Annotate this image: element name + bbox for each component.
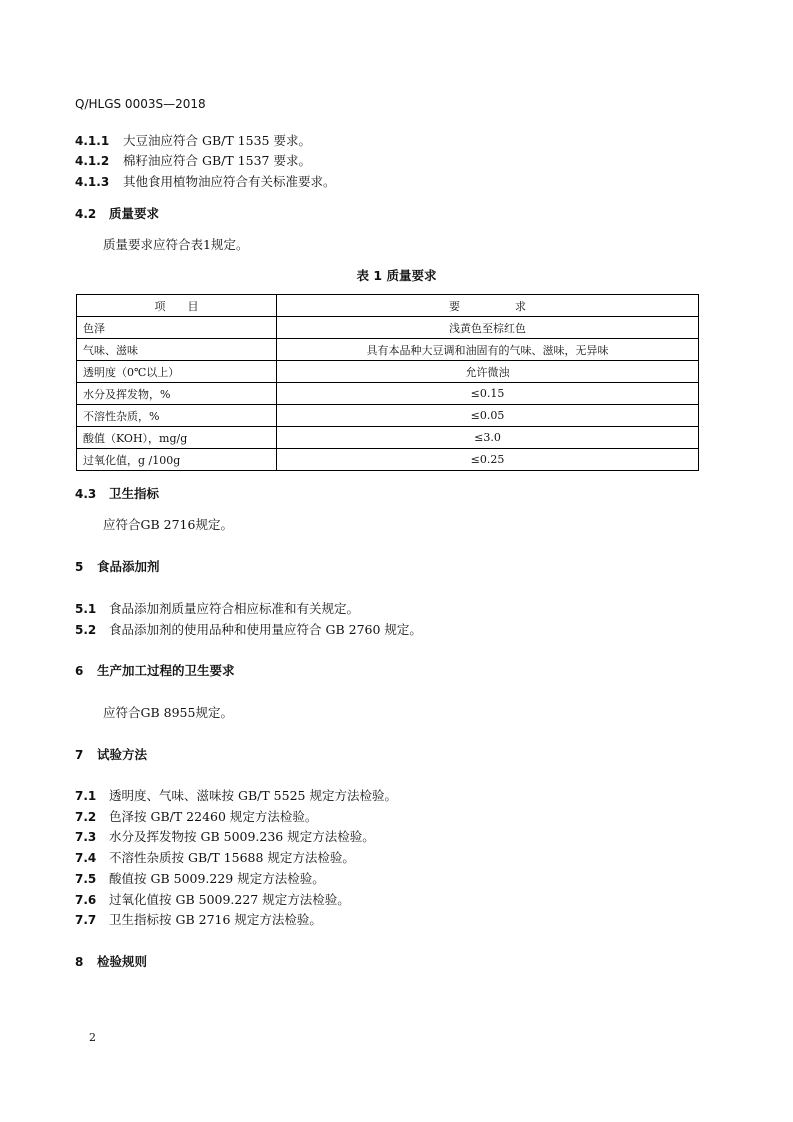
section-title: 试验方法 — [97, 747, 148, 762]
row-item: 色泽 — [77, 317, 277, 339]
section-7-heading — [75, 745, 147, 763]
table-row — [77, 339, 699, 361]
clause-text: 食品添加剂的使用品种和使用量应符合 GB 2760 规定。 — [109, 622, 422, 637]
clause-text: 大豆油应符合 GB/T 1535 要求。 — [123, 133, 311, 148]
row-item: 气味、滋味 — [77, 339, 277, 361]
clause-text: 其他食用植物油应符合有关标准要求。 — [123, 174, 336, 189]
column-header-requirement: 要 求 — [277, 295, 699, 317]
row-item: 水分及挥发物，% — [77, 383, 277, 405]
section-title: 生产加工过程的卫生要求 — [97, 663, 235, 678]
clause-number: 7.7 — [75, 913, 97, 927]
row-item: 过氧化值，g /100g — [77, 449, 277, 471]
clause-number: 7.3 — [75, 830, 97, 844]
clause-number: 7.6 — [75, 893, 97, 907]
section-4-2-heading — [75, 204, 159, 222]
row-requirement: ≤0.25 — [277, 449, 699, 471]
clause-number: 7.4 — [75, 851, 97, 865]
clause-number: 7.5 — [75, 872, 97, 886]
row-requirement: 允许微浊 — [277, 361, 699, 383]
document-code-header: Q/HLGS 0003S—2018 — [75, 97, 206, 111]
section-6-heading — [75, 661, 235, 679]
clause-7-2 — [75, 807, 317, 825]
section-6-body: 应符合GB 8955规定。 — [103, 705, 233, 720]
clause-4-1-2 — [75, 151, 311, 169]
column-header-item: 项 目 — [77, 295, 277, 317]
row-requirement: ≤3.0 — [277, 427, 699, 449]
clause-text: 水分及挥发物按 GB 5009.236 规定方法检验。 — [109, 829, 375, 844]
table-row — [77, 383, 699, 405]
section-5-heading — [75, 557, 160, 575]
table-row — [77, 427, 699, 449]
clause-7-3 — [75, 827, 375, 845]
clause-7-1 — [75, 786, 397, 804]
table-row — [77, 449, 699, 471]
section-title: 质量要求 — [109, 206, 160, 221]
table-row — [77, 405, 699, 427]
table-1-caption: 表 1 质量要求 — [356, 268, 437, 283]
section-number: 7 — [75, 748, 84, 762]
clause-4-1-1 — [75, 131, 311, 149]
table-header-row — [77, 295, 699, 317]
clause-text: 棉籽油应符合 GB/T 1537 要求。 — [123, 153, 311, 168]
clause-number: 4.1.1 — [75, 134, 110, 148]
section-title: 检验规则 — [97, 954, 148, 969]
section-number: 4.2 — [75, 207, 97, 221]
clause-text: 食品添加剂质量应符合相应标准和有关规定。 — [109, 601, 360, 616]
clause-5-2 — [75, 620, 422, 638]
clause-7-5 — [75, 869, 325, 887]
clause-number: 7.2 — [75, 810, 97, 824]
clause-text: 色泽按 GB/T 22460 规定方法检验。 — [109, 809, 318, 824]
row-requirement: 浅黄色至棕红色 — [277, 317, 699, 339]
row-requirement: 具有本品种大豆调和油固有的气味、滋味，无异味 — [277, 339, 699, 361]
clause-text: 过氧化值按 GB 5009.227 规定方法检验。 — [109, 892, 350, 907]
section-number: 8 — [75, 955, 84, 969]
section-number: 4.3 — [75, 487, 97, 501]
section-number: 6 — [75, 664, 84, 678]
row-item: 不溶性杂质，% — [77, 405, 277, 427]
table-row — [77, 361, 699, 383]
clause-number: 4.1.3 — [75, 175, 110, 189]
clause-text: 不溶性杂质按 GB/T 15688 规定方法检验。 — [109, 850, 355, 865]
clause-5-1 — [75, 599, 359, 617]
row-requirement: ≤0.05 — [277, 405, 699, 427]
clause-7-7 — [75, 910, 322, 928]
clause-7-6 — [75, 890, 350, 908]
clause-7-4 — [75, 848, 355, 866]
clause-4-1-3 — [75, 172, 336, 190]
section-title: 卫生指标 — [109, 486, 160, 501]
section-4-2-body: 质量要求应符合表1规定。 — [103, 237, 249, 252]
clause-number: 7.1 — [75, 789, 97, 803]
section-4-3-body: 应符合GB 2716规定。 — [103, 517, 233, 532]
clause-number: 4.1.2 — [75, 154, 110, 168]
section-4-3-heading — [75, 484, 159, 502]
clause-number: 5.2 — [75, 623, 97, 637]
clause-number: 5.1 — [75, 602, 97, 616]
clause-text: 透明度、气味、滋味按 GB/T 5525 规定方法检验。 — [109, 788, 397, 803]
quality-requirements-table — [76, 294, 699, 471]
row-item: 透明度（0℃以上） — [77, 361, 277, 383]
section-title: 食品添加剂 — [97, 559, 160, 574]
section-number: 5 — [75, 560, 84, 574]
section-8-heading — [75, 952, 147, 970]
clause-text: 酸值按 GB 5009.229 规定方法检验。 — [109, 871, 325, 886]
row-requirement: ≤0.15 — [277, 383, 699, 405]
page-number: 2 — [89, 1031, 96, 1044]
table-row — [77, 317, 699, 339]
clause-text: 卫生指标按 GB 2716 规定方法检验。 — [109, 912, 322, 927]
row-item: 酸值（KOH），mg/g — [77, 427, 277, 449]
